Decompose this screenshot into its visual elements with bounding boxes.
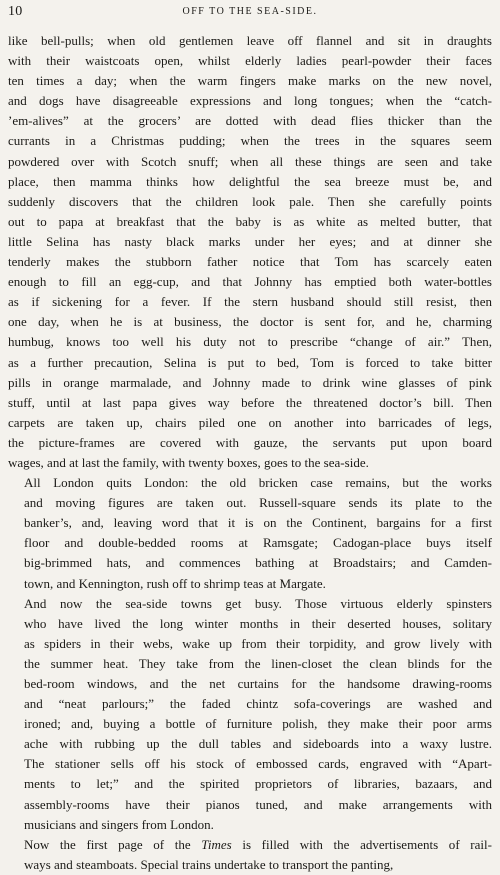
text-line: humbug, knows too well his duty not to prescribe “change of air.” Then,	[8, 334, 492, 350]
text-line: out to papa at breakfast that the baby is as white as melted butter, that	[8, 213, 492, 229]
text-line: wages, and at last the family, with twenty boxes, goes to the sea-side.	[8, 454, 369, 470]
text-line: ache with rubbing up the dull tables and sideboards into a waxy lustre.	[24, 736, 492, 752]
text-line: All London quits London: the old bricken case remains, but the works	[24, 475, 492, 491]
text-line: as if sickening for a fever. If the stern husband should still resist, then	[8, 294, 492, 310]
text-line: bed-room windows, and the net curtains for the handsome drawing-rooms	[24, 676, 492, 691]
paragraph	[8, 594, 492, 835]
text-line: ments to let;” and the spirited proprietors of libraries, bazaars, and	[24, 776, 492, 792]
text-line: carpets are taken up, chairs piled one on another into barricades of legs,	[8, 414, 492, 430]
text-line: stuff, until at last papa gives way before the threatened doctor’s bill. Then	[8, 394, 492, 410]
text-line: suddenly discovers that the children look pale. Then she carefully points	[8, 193, 492, 209]
text-line: one day, when he is at business, the doctor is sent for, and he, charming	[8, 314, 492, 330]
text-line: pills in orange marmalade, and Johnny made to drink wine glasses of pink	[8, 374, 492, 390]
text-line: the picture-frames are covered with gauze, the servants put upon board	[8, 434, 492, 450]
text-line: town, and Kennington, rush off to shrimp teas at Margate.	[24, 575, 326, 591]
text-line: And now the sea-side towns get busy. Those virtuous elderly spinsters	[24, 595, 492, 611]
text-line: ironed; and, buying a bottle of furniture polish, they make their poor arms	[24, 716, 492, 732]
text-line: tenderly makes the stubborn father notice that Tom has scarcely eaten	[8, 254, 492, 270]
text-line: like bell-pulls; when old gentlemen leave off flannel and sit in draughts	[8, 33, 492, 48]
text-line: big-brimmed hats, and commences bathing at Broadstairs; and Camden-	[24, 555, 492, 571]
text-line: musicians and singers from London.	[24, 816, 214, 832]
text-line: assembly-rooms have their pianos tuned, and make arrangements with	[24, 796, 492, 812]
text-line: ’em-alives” at the grocers’ are dotted with dead flies thicker than the	[8, 113, 492, 129]
paragraph	[8, 31, 492, 473]
text-line: and “neat parlours;” the faded chintz sofa-coverings are washed and	[24, 696, 492, 712]
text-line: the summer heat. They take from the linen-closet the clean blinds for the	[24, 655, 492, 671]
text-line: place, then mamma thinks how delightful the sea breeze must be, and	[8, 173, 492, 189]
text-line: The stationer sells off his stock of embossed cards, engraved with “Apart-	[24, 756, 492, 772]
text-line: banker’s, and, leaving word that it is on the Continent, bargains for a first	[24, 515, 492, 531]
text-line: and dogs have disagreeable expressions and long tongues; when the “catch-	[8, 93, 492, 109]
page-header	[8, 4, 492, 22]
page-number: 10	[8, 4, 23, 19]
paragraph	[8, 835, 492, 875]
text-line: ways and steamboats. Special trains undertake to transport the panting,	[24, 856, 394, 872]
text-line: little Selina has nasty black marks under her eyes; and at dinner she	[8, 233, 492, 249]
running-head: OFF TO THE SEA-SIDE.	[182, 6, 318, 17]
body-text	[8, 31, 492, 875]
text-line: Now the first page of the Times is filled with the advertisements of rail-	[24, 836, 492, 852]
text-line: floor and double-bedded rooms at Ramsgate; Cadogan-place buys itself	[24, 535, 492, 551]
text-line: currants in a Christmas pudding; when the trees in the squares seem	[8, 133, 492, 149]
paragraph	[8, 473, 492, 594]
text-line: enough to fill an egg-cup, and that Johnny has emptied both water-bottles	[8, 274, 492, 290]
text-line: and moving figures are taken out. Russell-square sends its plate to the	[24, 495, 492, 511]
text-line: powdered over with Scotch snuff; when all these things are seen and take	[8, 153, 492, 169]
text-line: with their waistcoats open, whilst elderly ladies pearl-powder their faces	[8, 53, 492, 69]
text-line: ten times a day; when the warm fingers make marks on the new novel,	[8, 73, 492, 89]
text-line: who have lived the long winter months in their deserted houses, solitary	[24, 615, 492, 631]
text-line: as a further precaution, Selina is put to bed, Tom is forced to take bitter	[8, 354, 492, 370]
italic-title: Times	[201, 836, 232, 852]
text-line: as spiders in their webs, wake up from their torpidity, and grow lively with	[24, 635, 492, 651]
